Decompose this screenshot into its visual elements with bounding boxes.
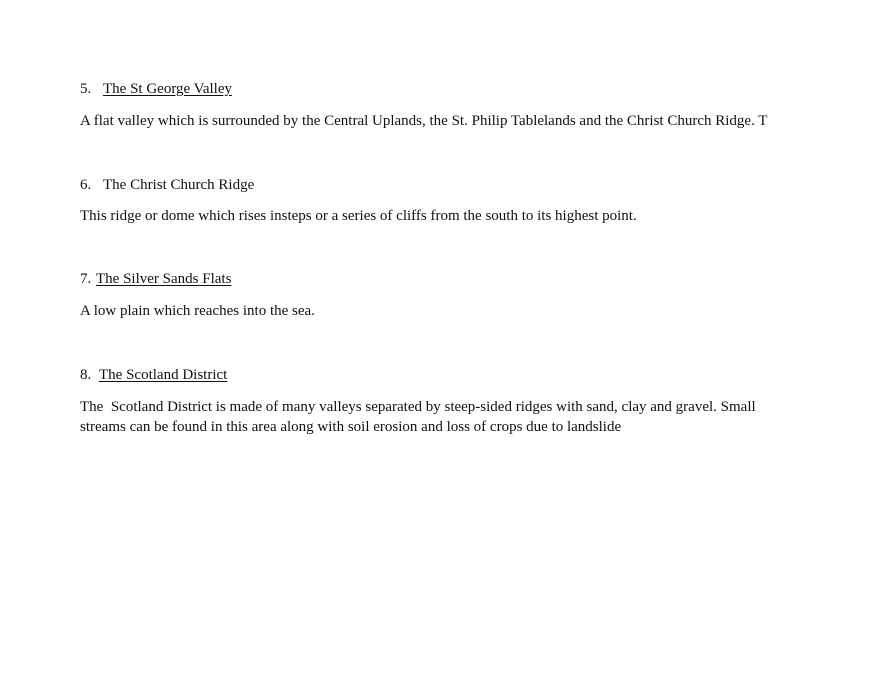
section-text: The Scotland District is made of many valleys separated by steep-sided ridges with sand, clay and gravel. Small streams can be found in this area along with soil erosion and loss of crops due to landslide bbox=[80, 399, 760, 435]
section-text: This ridge or dome which rises insteps or a series of cliffs from the south to its highest point. bbox=[80, 208, 637, 224]
section-number: 7. bbox=[80, 271, 92, 287]
section-number: 8. bbox=[80, 367, 92, 383]
section-number: 6. bbox=[80, 177, 92, 193]
section-title: The St George Valley bbox=[103, 81, 233, 97]
section-heading bbox=[80, 175, 254, 195]
section-title: The Silver Sands Flats bbox=[96, 271, 232, 287]
section-number: 5. bbox=[80, 81, 92, 97]
section-title: The Scotland District bbox=[99, 367, 228, 383]
section-heading bbox=[80, 269, 231, 289]
section-text: A flat valley which is surrounded by the Central Uplands, the St. Philip Tablelands and the Christ Church Ridge. T bbox=[80, 113, 768, 129]
section-text: A low plain which reaches into the sea. bbox=[80, 303, 315, 319]
section-title: The Christ Church Ridge bbox=[103, 177, 255, 193]
section-heading bbox=[80, 365, 227, 385]
section-heading bbox=[80, 79, 232, 99]
